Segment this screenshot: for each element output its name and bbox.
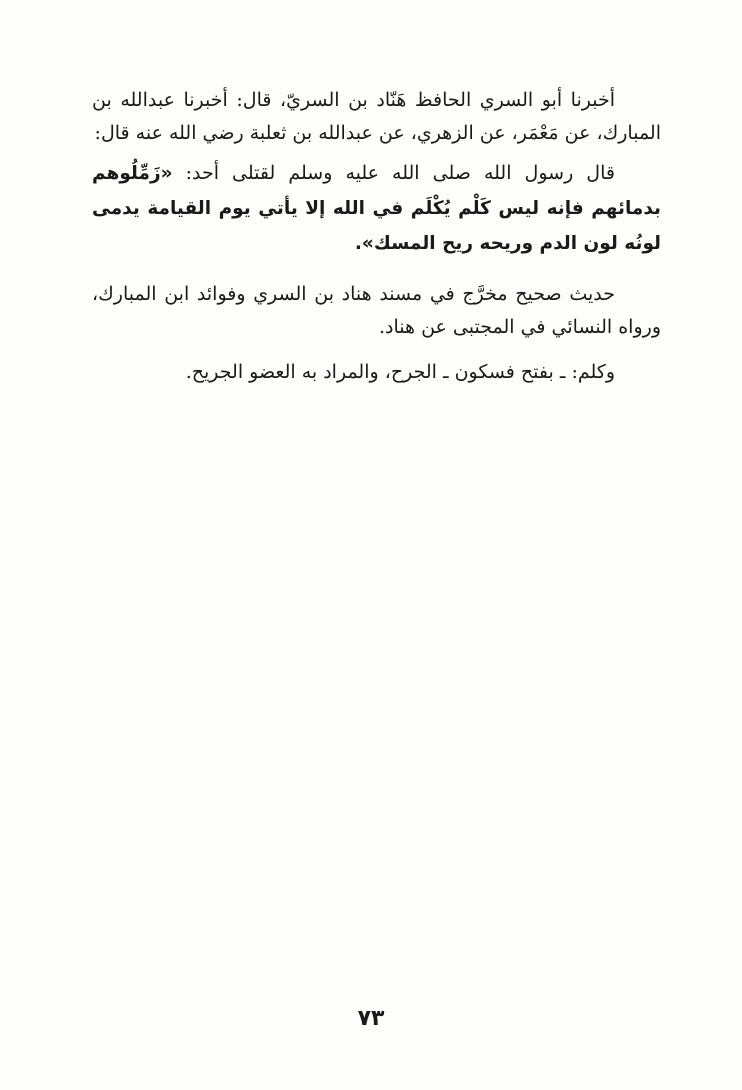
hadith-text (92, 156, 661, 261)
takhrij-paragraph (92, 278, 661, 344)
isnad-paragraph (92, 84, 661, 150)
hadith-intro: قال رسول الله صلى الله عليه وسلم لقتلى أحد: (172, 162, 615, 184)
gloss-paragraph (92, 356, 661, 389)
isnad-text: أخبرنا أبو السري الحافظ هَنّاد بن السريّ، قال: أخبرنا عبدالله بن المبارك، عن مَعْمَر، عن الزهري، عن عبدالله بن ثعلبة رضي الله عنه قال: (92, 89, 661, 144)
page-number: ٧٣ (357, 1006, 385, 1031)
hadith-matn: «زَمِّلُوهم بدمائهم فإنه ليس كَلْم يُكْلَم في الله إلا يأتي يوم القيامة يدمى لونُه لون الدم وريحه ريح المسك». (92, 163, 661, 254)
hadith-paragraph (92, 156, 661, 261)
gloss-text: وكلم: ـ بفتح فسكون ـ الجرح، والمراد به العضو الجريح. (185, 361, 615, 383)
takhrij-text: حديث صحيح مخرَّج في مسند هناد بن السري وفوائد ابن المبارك، ورواه النسائي في المجتبى عن هناد. (92, 283, 661, 338)
